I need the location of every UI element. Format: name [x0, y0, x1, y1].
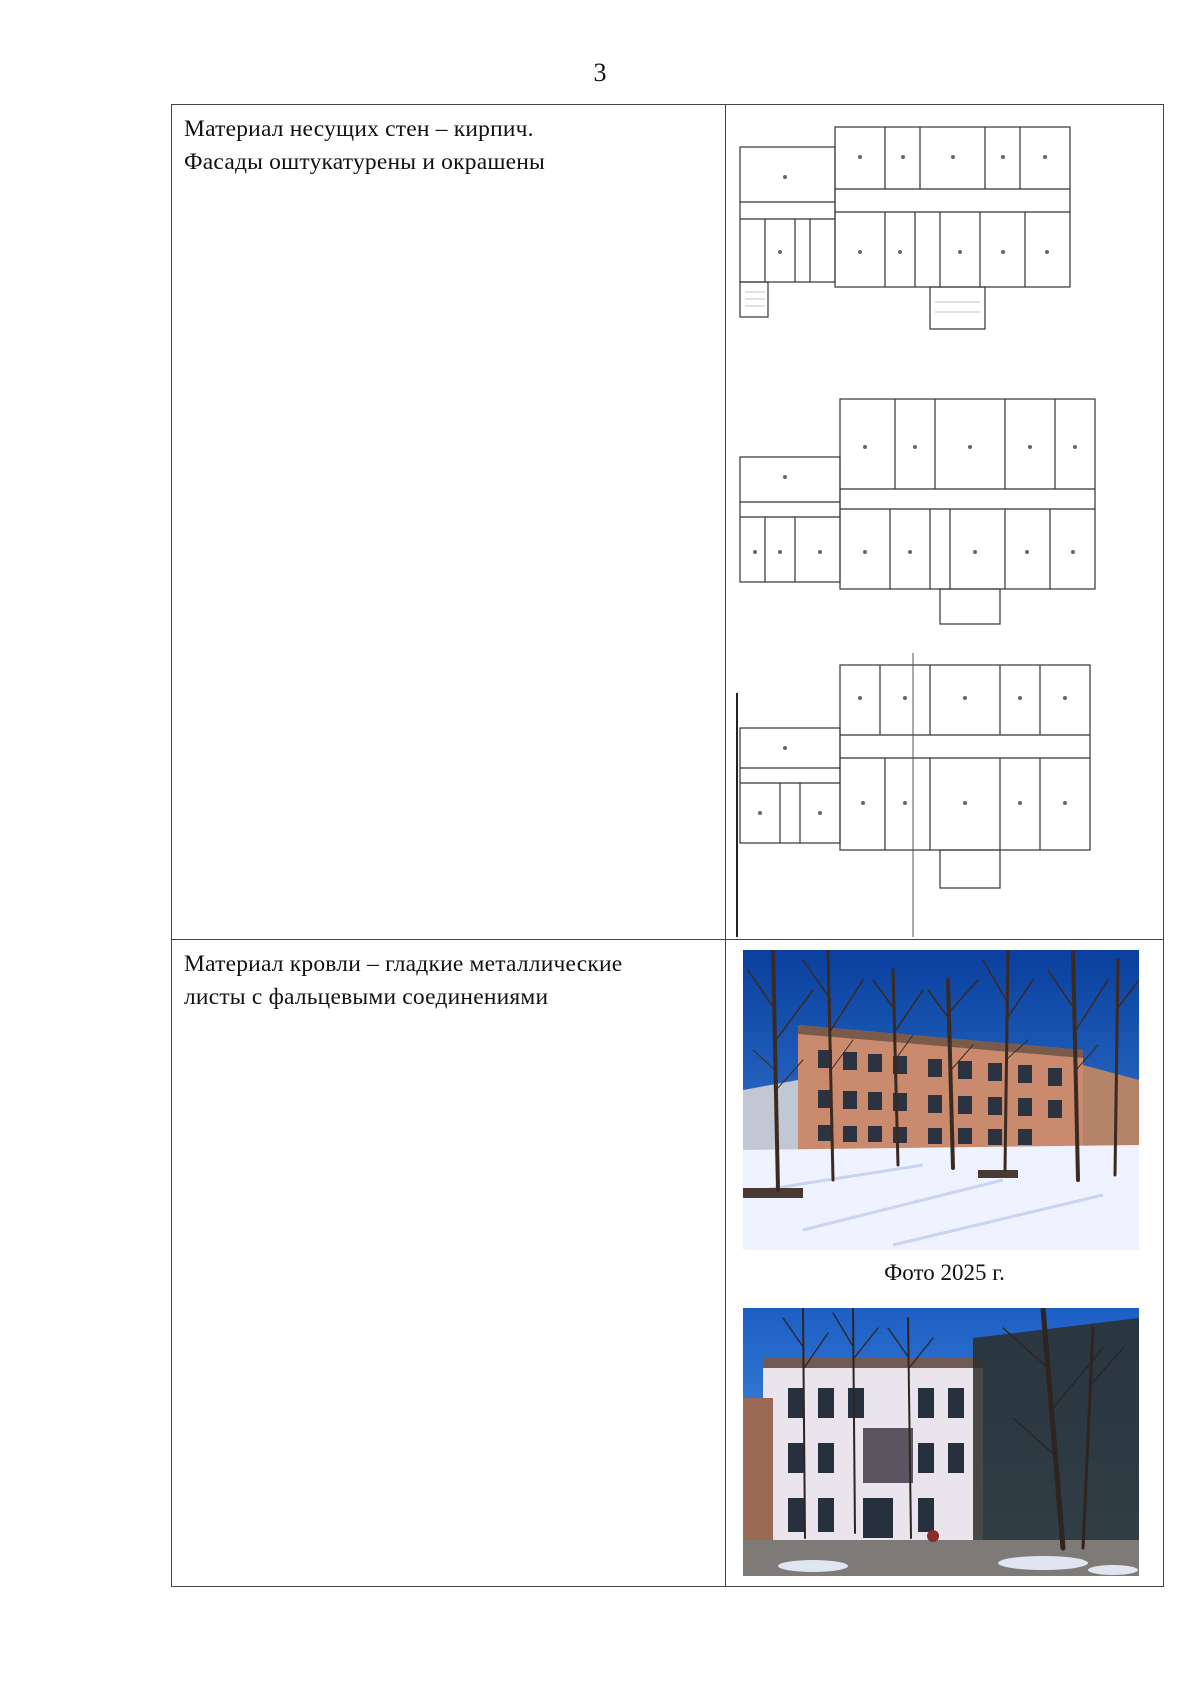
walls-line-2: Фасады оштукатурены и окрашены [184, 149, 546, 175]
floor-plan-2 [735, 377, 1107, 627]
roof-description [172, 940, 725, 1014]
floor-plan-1 [735, 107, 1107, 347]
text-cell [172, 105, 726, 940]
document-table [171, 104, 1164, 1587]
floor-plan-3 [735, 653, 1107, 937]
roof-line-1: Материал кровли – гладкие металлические [184, 951, 623, 977]
table-row [172, 940, 1164, 1587]
plans-cell [726, 105, 1164, 940]
building-photo-spring [743, 1308, 1139, 1576]
table-row [172, 105, 1164, 940]
page-number: 3 [593, 58, 607, 87]
building-photo-winter [743, 950, 1139, 1250]
roof-line-2: листы с фальцевыми соединениями [184, 984, 549, 1010]
walls-description [172, 105, 725, 179]
photo-caption: Фото 2025 г. [884, 1260, 1005, 1285]
walls-line-1: Материал несущих стен – кирпич. [184, 116, 534, 142]
text-cell [172, 940, 726, 1587]
photos-cell [726, 940, 1164, 1587]
